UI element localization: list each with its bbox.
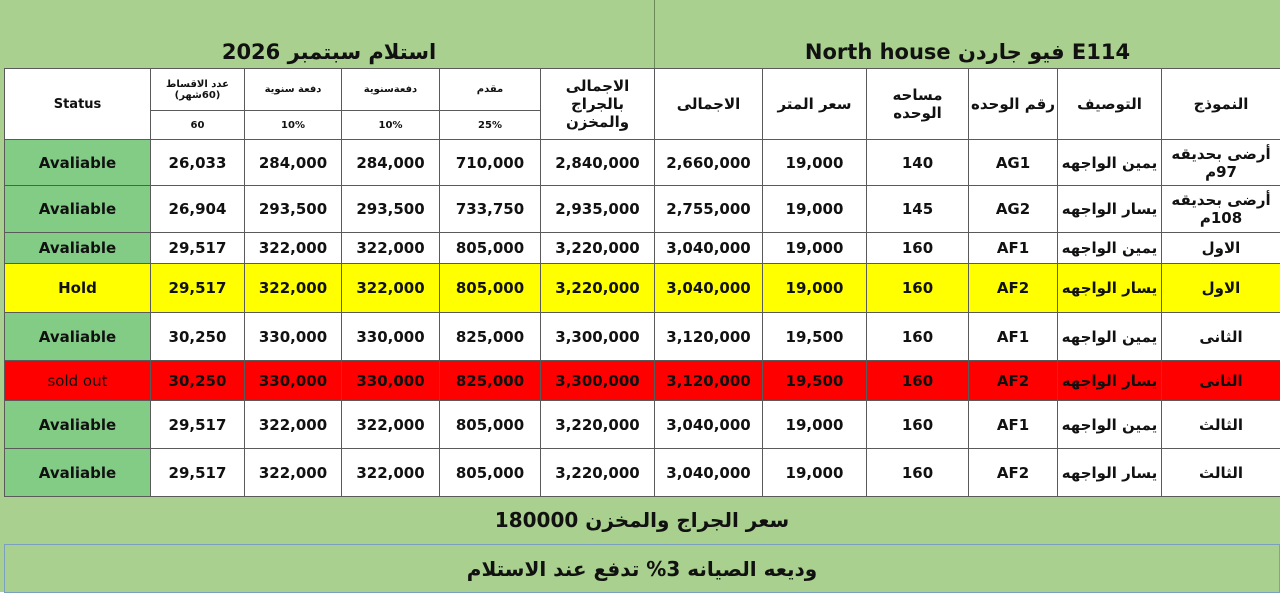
maintenance-bar (4, 544, 1280, 593)
cell-a1: 293,500 (342, 186, 440, 233)
col-total: الاجمالى (655, 69, 763, 140)
col-status: Status (5, 69, 151, 140)
cell-a1: 330,000 (342, 361, 440, 401)
cell-tg: 2,935,000 (541, 186, 655, 233)
cell-model: الثالث (1162, 401, 1280, 449)
cell-unit: AF1 (969, 401, 1058, 449)
cell-area: 145 (867, 186, 969, 233)
cell-inst: 30,250 (151, 313, 245, 361)
cell-total: 2,660,000 (655, 140, 763, 186)
cell-status: Avaliable (5, 313, 151, 361)
col-area: مساحه الوحده (867, 69, 969, 140)
cell-down: 710,000 (440, 140, 541, 186)
cell-status: Avaliable (5, 401, 151, 449)
cell-unit: AG1 (969, 140, 1058, 186)
cell-a2: 284,000 (245, 140, 342, 186)
cell-model: الثالث (1162, 449, 1280, 497)
cell-pm: 19,000 (763, 140, 867, 186)
cell-desc: يمين الواجهه (1058, 313, 1162, 361)
cell-desc: يسار الواجهه (1058, 186, 1162, 233)
cell-unit: AG2 (969, 186, 1058, 233)
cell-pm: 19,000 (763, 186, 867, 233)
cell-pm: 19,000 (763, 264, 867, 313)
cell-down: 825,000 (440, 313, 541, 361)
cell-area: 160 (867, 313, 969, 361)
table-row (5, 361, 1280, 401)
cell-unit: AF1 (969, 233, 1058, 264)
delivery-title: استلام سبتمبر 2026 (222, 40, 436, 64)
cell-inst: 29,517 (151, 264, 245, 313)
cell-desc: يمين الواجهه (1058, 401, 1162, 449)
cell-area: 140 (867, 140, 969, 186)
cell-status: Avaliable (5, 186, 151, 233)
table-row (5, 186, 1280, 233)
cell-total: 3,040,000 (655, 264, 763, 313)
cell-a1: 330,000 (342, 313, 440, 361)
cell-model: الثانى (1162, 361, 1280, 401)
cell-down: 805,000 (440, 401, 541, 449)
cell-unit: AF1 (969, 313, 1058, 361)
cell-pm: 19,000 (763, 233, 867, 264)
delivery-title-cell (4, 0, 655, 68)
cell-desc: يسار الواجهه (1058, 449, 1162, 497)
cell-total: 3,120,000 (655, 361, 763, 401)
cell-total: 3,040,000 (655, 449, 763, 497)
cell-inst: 29,517 (151, 233, 245, 264)
cell-area: 160 (867, 233, 969, 264)
col-model: النموذج (1162, 69, 1280, 140)
cell-area: 160 (867, 361, 969, 401)
col-annual1: دفعةسنوية (342, 69, 440, 111)
col-annual2: دفعة سنوية (245, 69, 342, 111)
cell-a2: 330,000 (245, 361, 342, 401)
cell-pm: 19,000 (763, 401, 867, 449)
cell-area: 160 (867, 401, 969, 449)
cell-area: 160 (867, 449, 969, 497)
cell-tg: 3,300,000 (541, 313, 655, 361)
maintenance-note: وديعه الصيانه 3% تدفع عند الاستلام (467, 557, 817, 581)
col-price-m: سعر المتر (763, 69, 867, 140)
cell-total: 2,755,000 (655, 186, 763, 233)
cell-pm: 19,000 (763, 449, 867, 497)
cell-down: 805,000 (440, 264, 541, 313)
cell-a2: 322,000 (245, 449, 342, 497)
col-down: مقدم (440, 69, 541, 111)
cell-down: 805,000 (440, 449, 541, 497)
cell-a1: 322,000 (342, 449, 440, 497)
cell-status: Hold (5, 264, 151, 313)
cell-a1: 322,000 (342, 264, 440, 313)
cell-down: 825,000 (440, 361, 541, 401)
cell-tg: 2,840,000 (541, 140, 655, 186)
cell-model: الاول (1162, 264, 1280, 313)
cell-tg: 3,300,000 (541, 361, 655, 401)
col-desc: التوصيف (1058, 69, 1162, 140)
table-row (5, 140, 1280, 186)
cell-total: 3,040,000 (655, 401, 763, 449)
cell-pm: 19,500 (763, 313, 867, 361)
cell-a2: 322,000 (245, 233, 342, 264)
units-table (4, 68, 1280, 497)
table-row (5, 264, 1280, 313)
project-title: E114 فيو جاردن North house (805, 40, 1130, 64)
table-row (5, 401, 1280, 449)
cell-down: 805,000 (440, 233, 541, 264)
cell-inst: 26,033 (151, 140, 245, 186)
col-total-garage: الاجمالى بالجراج والمخزن (541, 69, 655, 140)
cell-tg: 3,220,000 (541, 449, 655, 497)
cell-status: Avaliable (5, 449, 151, 497)
col-down-sub: 25% (440, 111, 541, 140)
cell-a2: 293,500 (245, 186, 342, 233)
cell-inst: 29,517 (151, 401, 245, 449)
cell-inst: 29,517 (151, 449, 245, 497)
cell-tg: 3,220,000 (541, 233, 655, 264)
cell-desc: يمين الواجهه (1058, 233, 1162, 264)
cell-status: Avaliable (5, 233, 151, 264)
garage-price-bar (4, 496, 1280, 543)
cell-status: Avaliable (5, 140, 151, 186)
cell-model: أرضى بحديقه 108م (1162, 186, 1280, 233)
col-installments: عدد الاقساط (60شهر) (151, 69, 245, 111)
cell-a2: 330,000 (245, 313, 342, 361)
cell-tg: 3,220,000 (541, 401, 655, 449)
cell-area: 160 (867, 264, 969, 313)
cell-a2: 322,000 (245, 264, 342, 313)
cell-down: 733,750 (440, 186, 541, 233)
cell-a1: 284,000 (342, 140, 440, 186)
cell-a1: 322,000 (342, 401, 440, 449)
cell-inst: 30,250 (151, 361, 245, 401)
table-row (5, 233, 1280, 264)
col-unit: رقم الوحده (969, 69, 1058, 140)
cell-desc: يسار الواجهه (1058, 264, 1162, 313)
cell-desc: يمين الواجهه (1058, 140, 1162, 186)
cell-pm: 19,500 (763, 361, 867, 401)
cell-model: أرضى بحديقه 97م (1162, 140, 1280, 186)
col-annual1-sub: 10% (342, 111, 440, 140)
cell-a1: 322,000 (342, 233, 440, 264)
cell-a2: 322,000 (245, 401, 342, 449)
cell-total: 3,040,000 (655, 233, 763, 264)
project-title-cell (655, 0, 1280, 68)
cell-status: sold out (5, 361, 151, 401)
col-annual2-sub: 10% (245, 111, 342, 140)
col-installments-sub: 60 (151, 111, 245, 140)
table-row (5, 449, 1280, 497)
cell-inst: 26,904 (151, 186, 245, 233)
cell-tg: 3,220,000 (541, 264, 655, 313)
cell-model: الاول (1162, 233, 1280, 264)
cell-total: 3,120,000 (655, 313, 763, 361)
title-bar (4, 0, 1280, 68)
table-row (5, 313, 1280, 361)
cell-model: الثانى (1162, 313, 1280, 361)
garage-price-note: سعر الجراج والمخزن 180000 (495, 508, 789, 532)
cell-unit: AF2 (969, 264, 1058, 313)
header-row (5, 69, 1280, 111)
cell-unit: AF2 (969, 361, 1058, 401)
cell-desc: يسار الواجهه (1058, 361, 1162, 401)
cell-unit: AF2 (969, 449, 1058, 497)
